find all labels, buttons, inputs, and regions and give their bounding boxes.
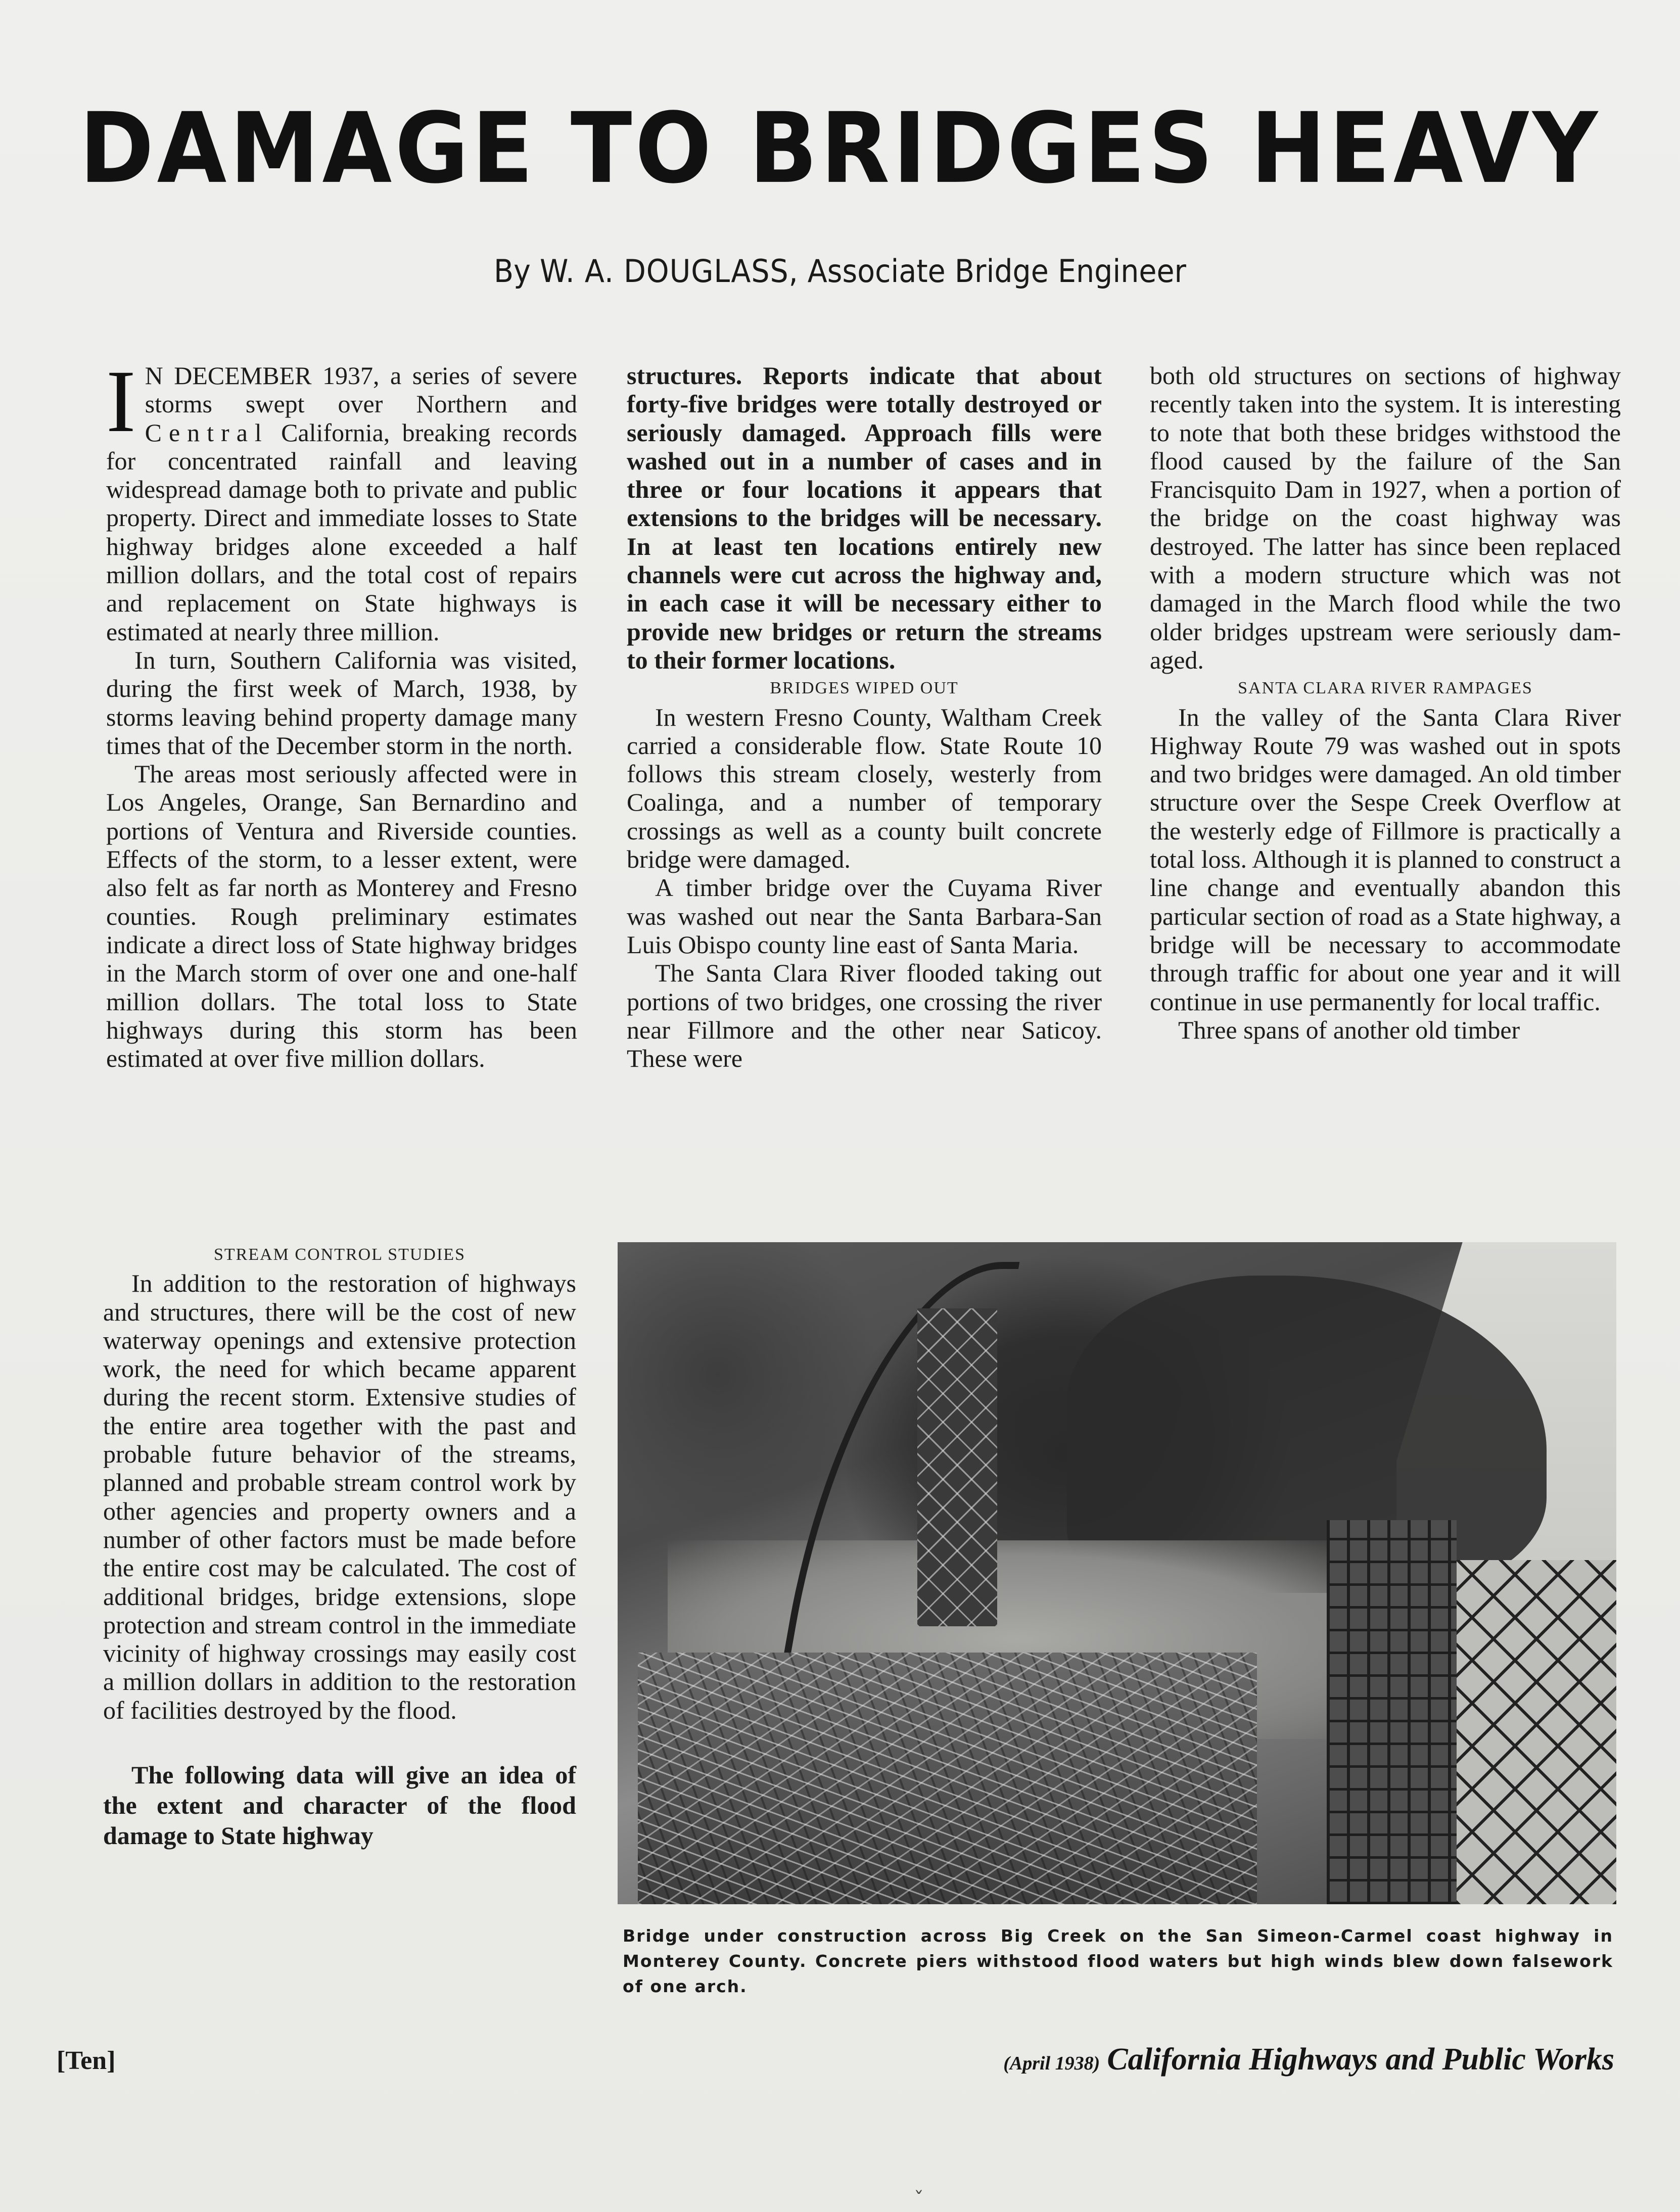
paragraph: In the valley of the Santa Clara River Highway Route 79 was washed out in spots and two bridges were damaged. An old timber structure over the Sespe Creek Overflow at the westerly edge of Fillmore is practically a total loss. Although it is planned to construct a line change and eventually abandon this particular section of road as a State highway, a bridge will be necessary to accommodate through traffic for about one year and it will continue in use permanently for local traffic. [1150, 702, 1621, 1016]
paragraph: Three spans of another old timber [1178, 1015, 1520, 1044]
photo-timber-tower [1457, 1560, 1616, 1904]
author-role: Associate Bridge Engineer [807, 253, 1186, 290]
bridge-construction-photo [618, 1242, 1616, 1904]
page-number: [Ten] [57, 2046, 116, 2075]
section-heading: STREAM CONTROL STUDIES [214, 1245, 465, 1264]
byline-prefix: By [493, 253, 531, 290]
photo-concrete-pier [1327, 1520, 1457, 1904]
column-1 [106, 352, 577, 1073]
paragraph: In turn, Southern California was visited, during the first week of March, 1938, by storms leaving behind property damage many times that of the December storm in the north. [106, 645, 577, 760]
section-heading: SANTA CLARA RIVER RAMPAGES [1238, 679, 1533, 698]
section-heading: BRIDGES WIPED OUT [770, 679, 959, 698]
paragraph-rest: California, breaking records for concentrated rainfall and leaving widespread damage both to private and public property. Direct and immediate losses to State highway bridges alone exceeded a half million dollars, and the total cost of repairs and replacement on State highways is estimated at nearly three million. [106, 418, 577, 646]
running-footer [1003, 2042, 1614, 2078]
article-title: DAMAGE TO BRIDGES HEAVY [79, 91, 1601, 205]
photo-collapsed-falsework [638, 1653, 1257, 1904]
spaced-word: Central [145, 418, 269, 447]
paragraph-bold: The following data will give an idea of the extent and character of the flood damage to State highway [103, 1761, 576, 1850]
paragraph: In addition to the restoration of highways and structures, there will be the cost of new waterway openings and extensive protection work, the need for which became apparent during the recent storm. Extensive studies of the entire area together with the past and probable future behavior of the streams, planned and probable stream control work by other agencies and property owners and a number of other factors must be made before the entire cost may be calculated. The cost of additional bridges, bridge extensions, slope protection and stream control in the immediate vicinity of highway crossings may easily cost a million dollars in addition to the restoration of facilities destroyed by the flood. [103, 1269, 576, 1724]
paragraph: The areas most seriously affected were in Los Angeles, Orange, San Bernardino and portions of Ventura and Riverside counties. Effects of the storm, to a lesser extent, were also felt as far north as Monterey and Fresno counties. Rough preliminary estimates indicate a direct loss of State highway bridges in the March storm of over one and one-half million dollars. The total loss to State highways during this storm has been estimated at over five million dollars. [106, 760, 577, 1073]
photo-falsework [917, 1308, 997, 1626]
paragraph: The Santa Clara River flooded taking out portions of two bridges, one crossing the river near Fillmore and the other near Saticoy. These were [627, 959, 1102, 1073]
paragraph-bold: structures. Reports indicate that about forty-five bridges were totally destroyed or seriously damaged. Approach fills were washed out in a number of cases and in three or four locations it appears that extensions to the bridges will be necessary. In at least ten locations entirely new channels were cut across the highway and, in each case it will be necessary either to provide new bridges or return the streams to their former locations. [627, 361, 1102, 674]
byline [67, 253, 1613, 290]
paragraph: both old structures on sections of highway recently taken into the system. It is interesting to note that both these bridges withstood the flood caused by the failure of the San Francisquito Dam in 1927, when a portion of the bridge on the coast highway was destroyed. The latter has since been replaced with a modern structure which was not damaged in the March flood while the two older bridges upstream were seriously damaged. [1150, 361, 1621, 674]
issue-date: (April 1938) [1003, 2053, 1100, 2074]
photo-caption: Bridge under construction across Big Creek on the San Simeon-Carmel coast highway in Monterey County. Concrete piers withstood flood waters but high winds blew down falsework of one arch. [623, 1926, 1613, 1996]
scan-mark: ˇ [914, 2188, 924, 2211]
column-3 [1150, 361, 1621, 1044]
paragraph-lead: N DECEMBER 1937, a series of severe storms swept over Northern and [145, 361, 577, 418]
magazine-name: California Highways and Public Works [1107, 2042, 1614, 2077]
column-2 [627, 361, 1102, 1072]
paragraph [106, 352, 577, 646]
drop-cap: I [106, 352, 136, 451]
column-1-lower [103, 1241, 576, 1851]
paragraph: In western Fresno County, Waltham Creek carried a considerable flow. State Route 10 follows this stream closely, westerly from Coalinga, and a number of temporary crossings as well as a county built concrete bridge were damaged. [627, 702, 1102, 874]
author-name: W. A. DOUGLASS, [540, 253, 799, 290]
paragraph: A timber bridge over the Cuyama River was washed out near the Santa Barbara-San Luis Obispo county line east of Santa Maria. [627, 873, 1102, 959]
